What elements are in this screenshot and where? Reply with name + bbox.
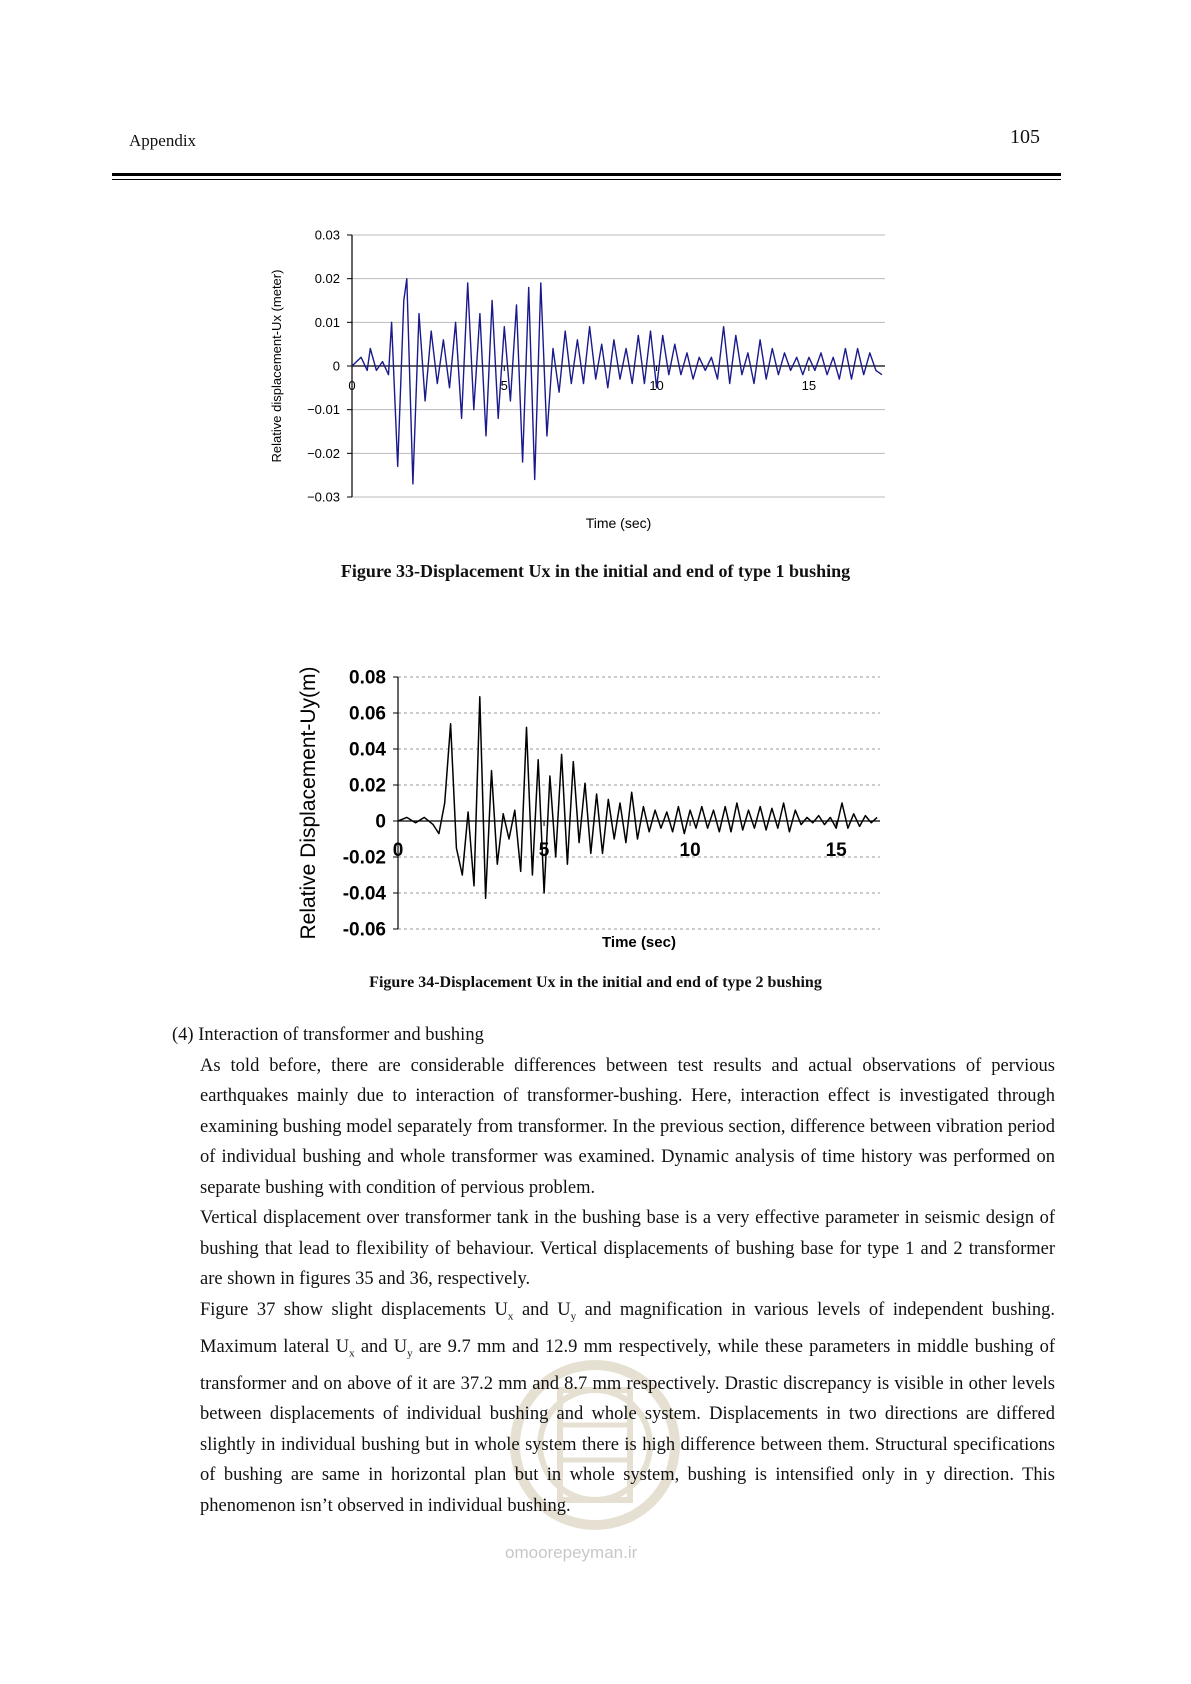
y-tick-label: 0.06 — [349, 703, 386, 725]
paragraph-2: Vertical displacement over transformer tank in the bushing base is a very effective parameter in seismic design of bushing that lead to flexibility of behaviour. Vertical displacements of bushing base for type 1 and 2 transformer are shown in figures 35 and 36, respectively. — [200, 1208, 1055, 1289]
x-axis-label: Time (sec) — [585, 515, 652, 531]
page-number: 105 — [1010, 126, 1040, 148]
y-tick-label: −0.02 — [307, 445, 340, 461]
x-tick-label: 10 — [649, 378, 664, 393]
y-tick-label: 0 — [375, 811, 386, 833]
y-tick-label: -0.06 — [342, 919, 386, 941]
x-tick-label: 0 — [392, 840, 404, 861]
x-tick-label: 0 — [348, 378, 356, 393]
x-tick-label: 15 — [801, 378, 817, 393]
x-tick-label: 10 — [679, 840, 701, 861]
section-heading: (4) Interaction of transformer and bushing — [172, 1025, 484, 1045]
y-tick-label: -0.02 — [342, 847, 386, 869]
y-tick-label: 0.03 — [314, 227, 340, 243]
x-tick-label: 5 — [500, 378, 508, 393]
y-tick-label: 0 — [332, 358, 340, 374]
running-header: Appendix — [129, 131, 197, 150]
paragraph-3: Figure 37 show slight displacements $U_x$ and $U_y$ and magnification in various levels of independent bushing. Maximum lateral $U_x$ and $U_y$ are 9.7 mm and 12.9 mm respectively, while these parameters in middle bushing of transformer and on above of it are 37.2 mm and 8.7 mm respectively. Drastic discrepancy is visible in other levels between displacements of individual bushing and whole system. Displacements in two directions are differed slightly in individual bushing but in whole system there is high difference between them. Structural specifications of bushing are same in horizontal plan but in whole system, bushing is intensified only in y direction. This phenomenon isn’t observed in individual bushing. — [200, 1299, 1055, 1516]
section-body — [172, 1020, 1055, 1521]
y-tick-label: -0.04 — [342, 883, 386, 905]
y-tick-label: 0.02 — [349, 775, 386, 797]
y-tick-label: 0.01 — [314, 314, 340, 330]
y-axis-label: Relative displacement-Ux (meter) — [269, 269, 284, 463]
x-tick-label: 15 — [825, 840, 847, 861]
y-tick-label: −0.01 — [307, 402, 340, 418]
y-tick-label: 0.08 — [349, 667, 386, 689]
y-tick-label: 0.04 — [349, 739, 386, 761]
series-line — [398, 697, 877, 899]
paragraph-1: As told before, there are considerable differences between test results and actual observations of pervious earthquakes mainly due to interaction of transformer-bushing. Here, interaction effect is investigated through examining bushing model separately from transformer. In the previous section, difference between vibration period of individual bushing and whole transformer was examined. Dynamic analysis of time history was performed on separate bushing with condition of pervious problem. — [200, 1055, 1055, 1198]
x-tick-label: 5 — [538, 840, 550, 861]
y-tick-label: −0.03 — [307, 489, 340, 505]
figure-34-caption: Figure 34-Displacement Ux in the initial and end of type 2 bushing — [369, 974, 822, 991]
y-tick-label: 0.02 — [314, 271, 340, 287]
watermark-text: omoorepeyman.ir — [505, 1543, 638, 1562]
y-axis-label: Relative Displacement-Uy(m) — [297, 666, 320, 940]
x-axis-label: Time (sec) — [602, 934, 676, 951]
figure-33-caption: Figure 33-Displacement Ux in the initial and end of type 1 bushing — [340, 561, 851, 581]
